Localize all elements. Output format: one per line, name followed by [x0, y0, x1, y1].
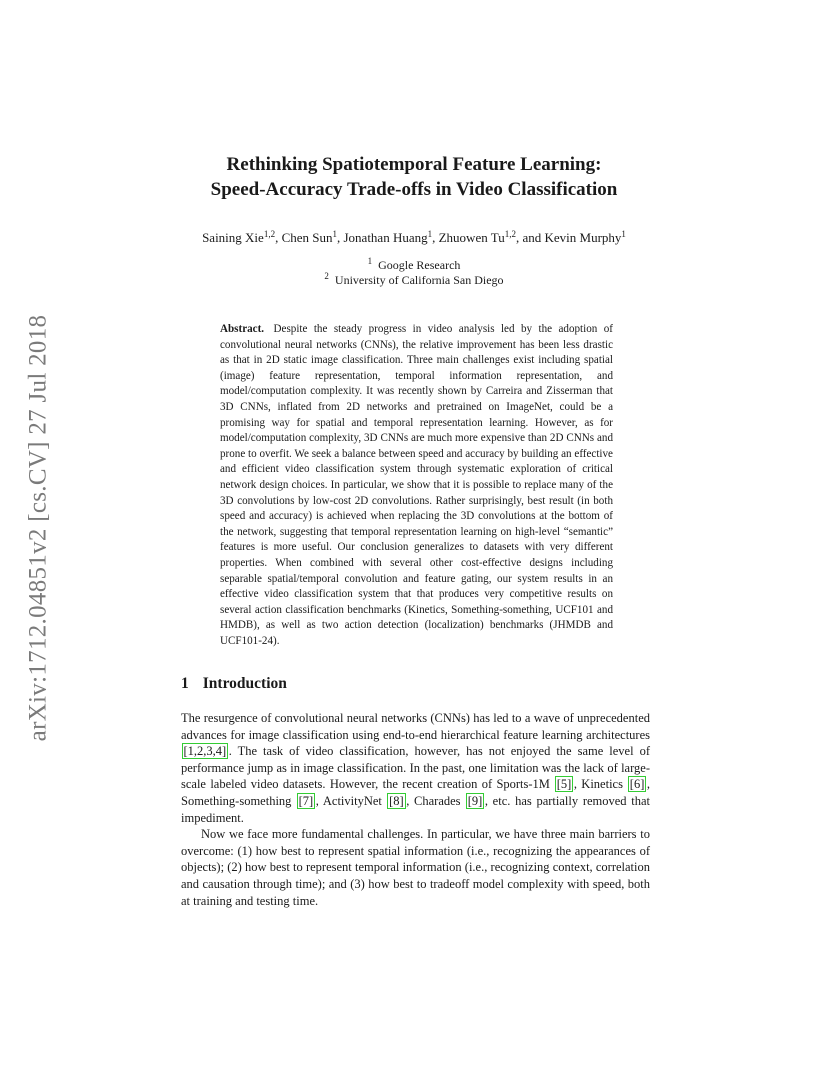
intro-text: , Charades	[406, 793, 466, 808]
arxiv-stamp-text: arXiv:1712.04851v2 [cs.CV] 27 Jul 2018	[24, 314, 51, 741]
author-list	[150, 229, 678, 246]
citation-link[interactable]: [9]	[467, 793, 483, 808]
title-line-2: Speed-Accuracy Trade-offs in Video Classification	[210, 179, 618, 200]
abstract-text: Despite the steady progress in video analysis led by the adoption of convolutional neural networks (CNNs), the relative improvement has been less drastic as that in 2D static image classification. Three main challenges exist including spatial (image) feature representation, temporal information representation, and model/computation complexity. It was recently shown by Carreira and Zisserman that 3D CNNs, inflated from 2D networks and pretrained on ImageNet, could be a promising way for spatial and temporal representation learning. However, as for model/computation complexity, 3D CNNs are much more expensive than 2D CNNs and prone to overfit. We seek a balance between speed and accuracy by building an effective and efficient video classification system through systematic exploration of critical network design choices. In particular, we show that it is possible to replace many of the 3D convolutions by low-cost 2D convolutions. Rather surprisingly, best result (in both speed and accuracy) is achieved when replacing the 3D convolutions at the bottom of the network, suggesting that temporal representation learning on high-level “semantic” features is more useful. Our conclusion generalizes to datasets with very different properties. When combined with several other cost-effective designs including separable spatial/temporal convolution and feature gating, our system results in an effective video classification system that that produces very competitive results on several action classification benchmarks (Kinetics, Something-something, UCF101 and HMDB), as well as two action detection (localization) benchmarks (JHMDB and UCF101-24).	[220, 323, 613, 647]
paper-title	[150, 152, 678, 202]
intro-text: . The task of video classification, however, has not enjoyed the same level of performance jump as in image classification. In the past, one limitation was the lack of large-scale labeled video datasets. However, the recent creation of Sports-1M	[181, 744, 650, 792]
introduction-body	[181, 710, 650, 909]
citation-link[interactable]: [8]	[389, 793, 404, 808]
author-separator: , and	[515, 230, 545, 245]
section-title: Introduction	[202, 675, 287, 692]
citation-link[interactable]: [6]	[629, 777, 645, 792]
affiliation-mark: 2	[324, 271, 329, 281]
author-name: Chen Sun	[281, 230, 333, 245]
arxiv-stamp	[18, 295, 58, 760]
citation-link[interactable]: [7]	[298, 793, 314, 808]
author-name: Jonathan Huang	[343, 230, 428, 245]
intro-paragraph-2: Now we face more fundamental challenges. In particular, we have three main barriers to overcome: (1) how best to represent spatial information (i.e., recognizing the appearances of objects); (2) how best to represent temporal information (i.e., recognizing context, correlation and causation through time); and (3) how best to tradeoff model complexity with speed, both at training and testing time.	[181, 827, 650, 908]
affiliation-mark: 1	[367, 256, 373, 266]
intro-text: , etc. has partially removed that impediment.	[181, 793, 651, 825]
affiliation-item	[150, 258, 678, 273]
affiliation-item	[150, 273, 678, 288]
abstract-label: Abstract.	[220, 323, 265, 335]
affiliation-name: Google Research	[378, 258, 461, 272]
intro-text: , Something-something	[181, 777, 650, 808]
intro-paragraph-1	[181, 710, 650, 826]
intro-text: , Kinetics	[573, 777, 628, 792]
author-affil-mark: 1	[332, 229, 337, 239]
author-name: Saining Xie	[202, 230, 264, 245]
author-affil-mark: 1	[427, 229, 433, 239]
author-separator: ,	[432, 230, 439, 245]
citation-link[interactable]: [1,2,3,4]	[183, 744, 227, 759]
affiliation-name: University of California San Diego	[334, 273, 504, 287]
title-line-1: Rethinking Spatiotemporal Feature Learning:	[226, 154, 602, 175]
section-number: 1	[181, 675, 189, 692]
author-name: Kevin Murphy	[544, 230, 622, 245]
author-separator: ,	[275, 230, 282, 245]
author-affil-mark: 1,2	[263, 229, 276, 239]
author-affil-mark: 1,2	[504, 229, 516, 239]
section-heading	[181, 675, 287, 693]
intro-text: The resurgence of convolutional neural networks (CNNs) has led to a wave of unprecedented advances for image classification using end-to-end hierarchical feature learning architectures	[181, 711, 650, 742]
citation-link[interactable]: [5]	[556, 777, 572, 792]
author-affil-mark: 1	[621, 229, 626, 239]
author-name: Zhuowen Tu	[438, 230, 505, 245]
author-separator: ,	[336, 230, 344, 245]
abstract	[220, 322, 613, 649]
intro-text: , ActivityNet	[315, 793, 387, 808]
affiliation-list	[150, 258, 678, 288]
